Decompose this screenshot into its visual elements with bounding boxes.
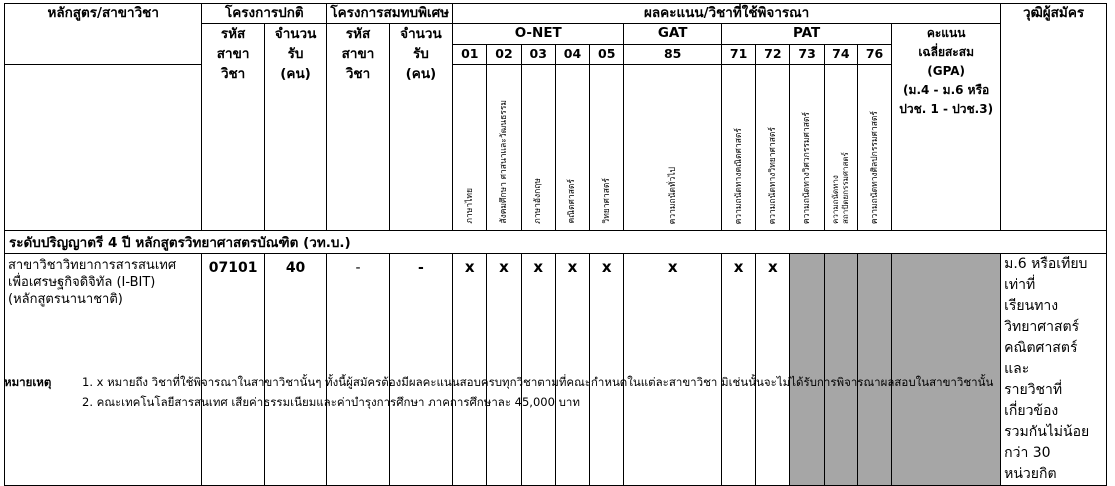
special-code-header: รหัส สาขา วิชา: [327, 24, 389, 231]
subject-mark: x: [590, 254, 624, 486]
subject-name: ภาษาอังกฤษ: [521, 65, 555, 231]
subject-code: 72: [756, 45, 790, 65]
subject-name: ความถนัดทางคณิตศาสตร์: [722, 65, 756, 231]
subject-code: 76: [857, 45, 891, 65]
not-applicable-cell: [824, 254, 857, 486]
special-count-value: -: [389, 254, 452, 486]
notes: [4, 372, 993, 412]
subject-mark: x: [487, 254, 521, 486]
subject-code: 71: [722, 45, 756, 65]
gpa-not-applicable-cell: [892, 254, 1001, 486]
subject-name: ความถนัดทางสถาปัตยกรรมศาสตร์: [824, 65, 857, 231]
subject-code: 03: [521, 45, 555, 65]
onet-header: O-NET: [453, 24, 624, 45]
not-applicable-cell: [790, 254, 824, 486]
admission-table: [4, 3, 1107, 486]
subject-code: 02: [487, 45, 521, 65]
program-code: 07101: [202, 254, 264, 486]
subject-mark: x: [555, 254, 589, 486]
subject-name: คณิตศาสตร์: [555, 65, 589, 231]
qualification-header: วุฒิผู้สมัคร: [1001, 4, 1107, 231]
note-item: 1. x หมายถึง วิชาที่ใช้พิจารณาในสาขาวิชานั้นๆ ทั้งนี้ผู้สมัครต้องมีผลคะแนนสอบครบทุกวิชาตามที่คณะกำหนดในแต่ละสาขาวิชา มิเช่นนั้นจะไม่ได้รับการพิจารณาผลสอบในสาขาวิชานั้น: [82, 375, 994, 389]
note-item: 2. คณะเทคโนโลยีสารสนเทศ เสียค่าธรรมเนียมและค่าบำรุงการศึกษา ภาคการศึกษาละ 45,000 บาท: [82, 395, 580, 409]
program-header: หลักสูตร/สาขาวิชา: [5, 4, 202, 65]
section-title: ระดับปริญญาตรี 4 ปี หลักสูตรวิทยาศาสตรบัณฑิต (วท.บ.): [5, 231, 1107, 254]
regular-program-header: โครงการปกติ: [202, 4, 327, 24]
special-count-header: จำนวน รับ (คน): [389, 24, 452, 231]
subject-name: ความถนัดทางศิลปกรรมศาสตร์: [857, 65, 891, 231]
subject-mark: x: [624, 254, 722, 486]
subject-code: 85: [624, 45, 722, 65]
not-applicable-cell: [857, 254, 891, 486]
subject-name: วิทยาศาสตร์: [590, 65, 624, 231]
subject-code: 74: [824, 45, 857, 65]
special-program-header: โครงการสมทบพิเศษ: [327, 4, 453, 24]
subject-mark: x: [722, 254, 756, 486]
subject-code: 05: [590, 45, 624, 65]
pat-header: PAT: [722, 24, 892, 45]
program-name: สาขาวิชาวิทยาการสารสนเทศ เพื่อเศรษฐกิจดิจิทัล (I-BIT) (หลักสูตรนานาชาติ): [5, 254, 202, 486]
subject-code: 04: [555, 45, 589, 65]
subject-mark: x: [521, 254, 555, 486]
special-code-value: -: [327, 254, 389, 486]
regular-code-header: รหัส สาขา วิชา: [202, 24, 264, 231]
subject-name: ความถนัดทางวิศวกรรมศาสตร์: [790, 65, 824, 231]
gpa-header: คะแนน เฉลี่ยสะสม (GPA) (ม.4 - ม.6 หรือ ปวช. 1 - ปวช.3): [892, 24, 1001, 231]
regular-count-header: จำนวน รับ (คน): [264, 24, 326, 231]
subject-code: 01: [453, 45, 487, 65]
admission-count: 40: [264, 254, 326, 486]
scores-header: ผลคะแนน/วิชาที่ใช้พิจารณา: [453, 4, 1001, 24]
program-header-spacer: [5, 65, 202, 231]
gat-header: GAT: [624, 24, 722, 45]
subject-code: 73: [790, 45, 824, 65]
subject-mark: x: [453, 254, 487, 486]
qualification-text: ม.6 หรือเทียบเท่าที่ เรียนทาง วิทยาศาสตร์ คณิตศาสตร์ และ รายวิชาที่เกี่ยวข้อง รวมกันไม่น้อยกว่า 30 หน่วยกิต: [1001, 254, 1107, 486]
subject-name: สังคมศึกษา ศาสนาและวัฒนธรรม: [487, 65, 521, 231]
subject-mark: x: [756, 254, 790, 486]
notes-label: หมายเหตุ: [4, 375, 52, 389]
subject-name: ภาษาไทย: [453, 65, 487, 231]
subject-name: ความถนัดทางวิทยาศาสตร์: [756, 65, 790, 231]
subject-name: ความถนัดทั่วไป: [624, 65, 722, 231]
